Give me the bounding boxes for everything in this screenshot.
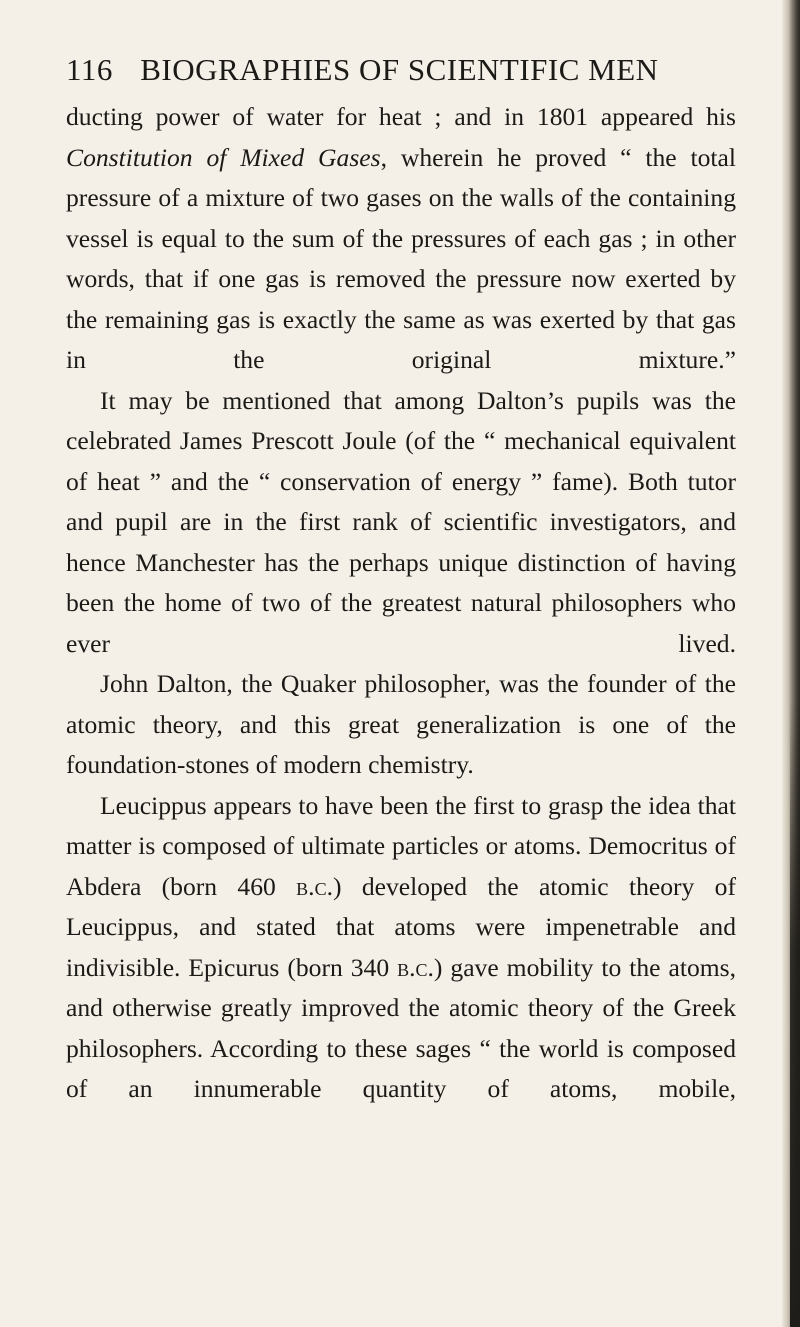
paragraph-constitution-of-mixed-gases bbox=[66, 97, 736, 381]
era-abbreviation: b.c. bbox=[296, 871, 333, 901]
text-segment: Leucippus appears to have been the first to grasp the idea that matter is composed of ultimate particles or atoms. Democritus of Abdera (born 460 bbox=[66, 790, 736, 901]
era-abbreviation: b.c. bbox=[397, 952, 434, 982]
text-segment: ducting power of water for heat ; and in 1801 appeared his bbox=[66, 102, 736, 131]
text-segment: John Dalton, the Quaker philosopher, was the founder of the atomic theory, and this great generalization is one of the foundation-stones of modern chemistry. bbox=[66, 669, 736, 779]
body-text bbox=[66, 97, 736, 1110]
paragraph-daltons-pupils bbox=[66, 381, 736, 665]
running-title: BIOGRAPHIES OF SCIENTIFIC MEN bbox=[140, 52, 659, 87]
paragraph-atomic-theory-founder bbox=[66, 664, 736, 786]
text-segment: ) developed the atomic theory of Leucippus, and stated that atoms were impenetrable and indivisible. Epicurus (born 340 bbox=[66, 871, 736, 982]
page-number: 116 bbox=[66, 52, 113, 87]
paragraph-leucippus bbox=[66, 786, 736, 1110]
text-segment: It may be mentioned that among Dalton’s pupils was the celebrated James Prescott Joule (of the “ mechanical equivalent of heat ” and the “ conservation of energy ” fame). Both tutor and pupil are in the first rank of scientific investigators, and hence Manchester has the perhaps unique distinction of having been the home of two of the greatest natural philosophers who ever lived. bbox=[66, 385, 736, 658]
page-edge-dark-shadow bbox=[790, 700, 800, 1327]
book-title-italic: Constitution of Mixed Gases bbox=[66, 142, 381, 172]
text-segment: ) gave mobility to the atoms, and otherwise greatly improved the atomic theory of the Greek philosophers. According to these sages “ the world is composed of an innumerable quantity of atoms, mobile, bbox=[66, 952, 737, 1103]
running-header bbox=[66, 52, 746, 96]
text-segment: , wherein he proved “ the total pressure of a mixture of two gases on the walls of the containing vessel is equal to the sum of the pressures of each gas ; in other words, that if one gas is removed the pressure now exerted by the remaining gas is exactly the same as was exerted by that gas in the original mixture.” bbox=[66, 142, 737, 374]
